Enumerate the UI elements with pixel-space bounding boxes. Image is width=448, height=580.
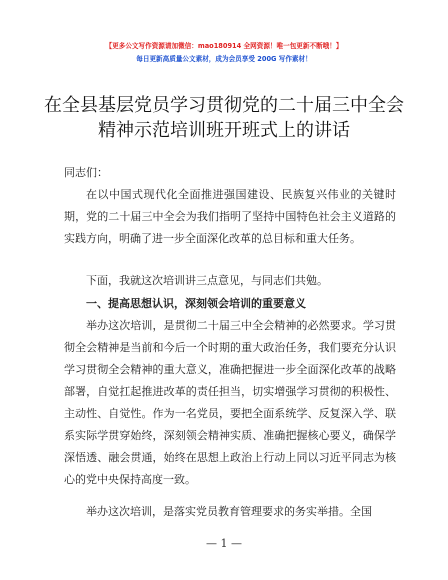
section-heading-1: 一、提高思想认识，深刻领会培训的重要意义 (86, 297, 306, 310)
paragraph-4: 举办这次培训，是落实党员教育管理要求的务实举措。全国 (86, 505, 372, 518)
document-title-line1: 在全县基层党员学习贯彻党的二十届三中全会 (44, 95, 404, 116)
greeting: 同志们： (64, 166, 108, 179)
promo-banner-line1: 【更多公文写作资源请加微信：mao180914 全网资源！唯一包更新不断哦！】 (105, 42, 343, 50)
paragraph-2: 下面，我就这次培训讲三点意见，与同志们共勉。 (86, 274, 328, 287)
page-number: — 1 — (206, 537, 242, 550)
paragraph-3: 举办这次培训，是贯彻二十届三中全会精神的必然要求。学习贯彻全会精神是当前和今后一个时期的重大政治任务，我们要充分认识学习贯彻全会精神的重大意义，准确把握进一步全面深化改革的战略部署，自觉扛起推进改革的责任担当，切实增强学习贯彻的积极性、主动性、自觉性。作为一名党员，要把全面系统学、反复深入学、联系实际学贯穿始终，深刻领会精神实质、准确把握核心要义，确保学深悟透、融会贯通，始终在思想上政治上行动上同以习近平同志为核心的党中央保持高度一致。 (64, 319, 396, 486)
paragraph-1: 在以中国式现代化全面推进强国建设、民族复兴伟业的关键时期，党的二十届三中全会为我们指明了坚持中国特色社会主义道路的实践方向，明确了进一步全面深化改革的总目标和重大任务。 (64, 188, 396, 245)
document-title-line2: 精神示范培训班开班式上的讲话 (98, 120, 350, 141)
promo-banner-line2: 每日更新高质量公文素材，成为会员享受 200G 写作素材！ (136, 55, 312, 63)
